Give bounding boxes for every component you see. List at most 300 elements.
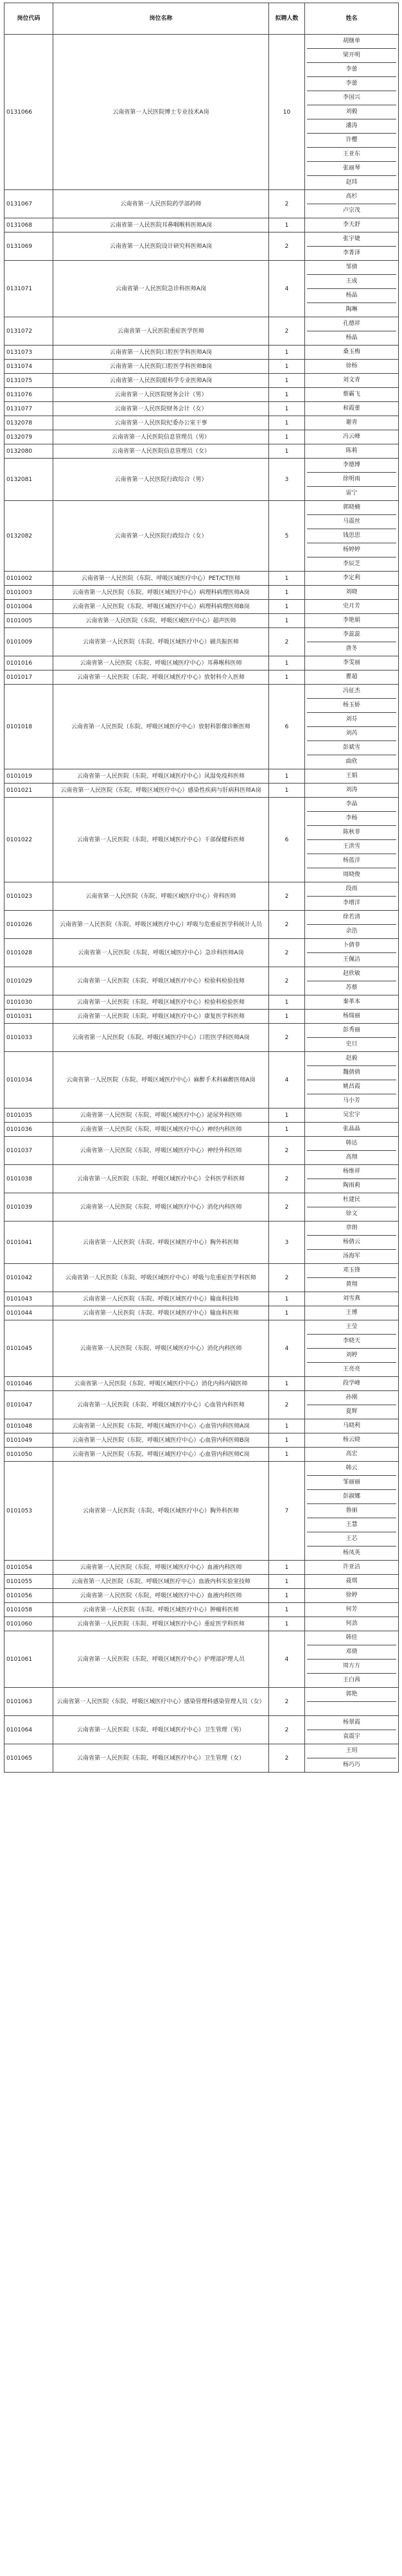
position-name: 云南省第一人民医院（东院、呼吸区域医疗中心）麻醉手术科麻醉医师A岗	[53, 1052, 269, 1108]
candidate-names	[305, 1292, 399, 1306]
table-row	[4, 784, 399, 798]
candidate-name: 杨云晓	[342, 1437, 360, 1443]
hire-count: 1	[269, 670, 305, 685]
position-code: 0101035	[4, 1108, 53, 1123]
hire-count: 2	[269, 1688, 305, 1716]
position-name: 云南省第一人民医院（东院、呼吸区域医疗中心）血液内科医师	[53, 1561, 269, 1575]
table-row	[4, 388, 399, 402]
candidate-names	[305, 1010, 399, 1024]
candidate-name: 高宏	[345, 1451, 358, 1457]
position-code: 0101056	[4, 1589, 53, 1603]
candidate-names	[305, 1631, 399, 1688]
position-name: 云南省第一人民医院信息管理员（女）	[53, 444, 269, 459]
table-row	[4, 261, 399, 317]
position-code: 0101009	[4, 628, 53, 656]
candidate-name: 姚昌霞	[307, 1080, 396, 1094]
hire-count: 1	[269, 769, 305, 784]
candidate-name: 段雨	[345, 886, 358, 892]
hire-count: 10	[269, 35, 305, 190]
hire-count: 1	[269, 1575, 305, 1589]
candidate-name: 李德博	[342, 462, 360, 468]
candidate-names	[305, 1165, 399, 1193]
hire-count: 3	[269, 1222, 305, 1264]
hire-count: 1	[269, 1419, 305, 1433]
table-row	[4, 995, 399, 1010]
table-row	[4, 600, 399, 614]
candidate-names	[305, 586, 399, 600]
table-row	[4, 685, 399, 769]
candidate-name: 王洪雪	[307, 839, 396, 854]
table-row	[4, 1137, 399, 1165]
position-name: 云南省第一人民医院（东院、呼吸区域医疗中心）检验科检验医师	[53, 995, 269, 1010]
position-name: 云南省第一人民医院（东院、呼吸区域医疗中心）磁共振医师	[53, 628, 269, 656]
candidate-name: 胡继单	[342, 38, 360, 44]
candidate-name: 卜倩菲	[342, 942, 360, 949]
table-row	[4, 1010, 399, 1024]
position-name: 云南省第一人民医院（东院、呼吸区域医疗中心）心血管内科医师A岗	[53, 1419, 269, 1433]
candidate-name: 刘芬	[307, 712, 396, 726]
table-row	[4, 882, 399, 911]
candidate-name: 谢青	[345, 419, 358, 426]
position-name: 云南省第一人民医院（东院、呼吸区域医疗中心）感染性疾病与肝病科医师A岗	[53, 784, 269, 798]
position-code: 0101044	[4, 1306, 53, 1320]
candidate-name: 韩佳	[345, 1634, 358, 1641]
candidate-name: 彭斌雪	[307, 740, 396, 755]
candidate-name: 桑玉梅	[342, 349, 360, 355]
table-row	[4, 1603, 399, 1617]
header-code: 岗位代码	[4, 3, 53, 35]
position-code: 0101039	[4, 1193, 53, 1222]
position-code: 0101058	[4, 1603, 53, 1617]
hire-count: 1	[269, 784, 305, 798]
candidate-name: 王亮亮	[307, 1362, 396, 1376]
candidate-name: 张宇婕	[342, 236, 360, 242]
candidate-name: 王佩洁	[307, 952, 396, 967]
position-name: 云南省第一人民医院（东院、呼吸区域医疗中心）重症医学科医师	[53, 1617, 269, 1631]
hire-count: 1	[269, 430, 305, 444]
candidate-name: 杜建民	[342, 1196, 360, 1203]
position-name: 云南省第一人民医院（东院、呼吸区域医疗中心）干部保健科医师	[53, 798, 269, 882]
hire-count: 1	[269, 1010, 305, 1024]
hire-count: 1	[269, 416, 305, 430]
candidate-names	[305, 1222, 399, 1264]
table-row	[4, 1462, 399, 1561]
position-code: 0132081	[4, 459, 53, 501]
candidate-name: 高翔	[307, 1150, 396, 1164]
candidate-name: 王芯	[307, 1532, 396, 1546]
candidate-name: 唐冬	[307, 642, 396, 656]
hire-count: 1	[269, 402, 305, 416]
candidate-names	[305, 1617, 399, 1631]
table-row	[4, 416, 399, 430]
position-code: 0101049	[4, 1433, 53, 1448]
candidate-names	[305, 1264, 399, 1292]
candidate-name: 陶雨莉	[307, 1178, 396, 1193]
hire-count: 1	[269, 444, 305, 459]
candidate-name: 苏蔡	[307, 981, 396, 995]
candidate-name: 余浩	[307, 924, 396, 938]
hire-count: 3	[269, 459, 305, 501]
position-name: 云南省第一人民医院设计研究科医师A岗	[53, 232, 269, 261]
candidate-name: 杨晶	[307, 288, 396, 302]
candidate-name: 彭淑娜	[307, 1489, 396, 1503]
hire-count: 1	[269, 614, 305, 628]
table-body	[4, 35, 399, 1773]
position-code: 0131076	[4, 388, 53, 402]
position-code: 0131071	[4, 261, 53, 317]
position-code: 0101033	[4, 1024, 53, 1052]
position-name: 云南省第一人民医院耳鼻咽喉科医师A岗	[53, 218, 269, 232]
candidate-name: 雷宁	[307, 486, 396, 500]
candidate-names	[305, 317, 399, 346]
position-code: 0132082	[4, 501, 53, 572]
table-row	[4, 1123, 399, 1137]
candidate-names	[305, 444, 399, 459]
position-name: 云南省第一人民医院（东院、呼吸区域医疗中心）心血管内科医师C岗	[53, 1448, 269, 1462]
hire-count: 2	[269, 1024, 305, 1052]
table-row	[4, 1448, 399, 1462]
hire-count: 1	[269, 586, 305, 600]
candidate-name: 张丽琴	[307, 161, 396, 175]
hire-count: 6	[269, 798, 305, 882]
candidate-name: 李增洋	[307, 896, 396, 910]
header-row	[4, 3, 399, 35]
candidate-name: 秦革本	[342, 999, 360, 1005]
position-code: 0101005	[4, 614, 53, 628]
candidate-names	[305, 360, 399, 374]
candidate-names	[305, 1123, 399, 1137]
table-row	[4, 1744, 399, 1773]
table-row	[4, 374, 399, 388]
table-row	[4, 967, 399, 995]
candidate-name: 卢宗茂	[307, 204, 396, 218]
candidate-name: 李菁泽	[307, 246, 396, 260]
candidate-name: 李蕾	[307, 76, 396, 91]
candidate-names	[305, 656, 399, 670]
candidate-names	[305, 261, 399, 317]
position-code: 0101023	[4, 882, 53, 911]
table-row	[4, 1222, 399, 1264]
candidate-names	[305, 784, 399, 798]
position-name: 云南省第一人民医院（东院、呼吸区域医疗中心）肿瘤科医师	[53, 1603, 269, 1617]
position-code: 0101041	[4, 1222, 53, 1264]
position-name: 云南省第一人民医院（东院、呼吸区域医疗中心）胸外科医师	[53, 1462, 269, 1561]
hire-count: 7	[269, 1462, 305, 1561]
position-code: 0131068	[4, 218, 53, 232]
hire-count: 1	[269, 1306, 305, 1320]
candidate-name: 马小芳	[307, 1094, 396, 1108]
hire-count: 2	[269, 190, 305, 218]
hire-count: 2	[269, 1264, 305, 1292]
position-name: 云南省第一人民医院（东院、呼吸区域医疗中心）骨科医师	[53, 882, 269, 911]
table-row	[4, 1108, 399, 1123]
position-name: 云南省第一人民医院眼科学专业医师A岗	[53, 374, 269, 388]
candidate-name: 袁震宇	[307, 1730, 396, 1744]
position-code: 0101042	[4, 1264, 53, 1292]
position-code: 0101018	[4, 685, 53, 769]
hire-count: 4	[269, 1631, 305, 1688]
position-code: 0101061	[4, 1631, 53, 1688]
candidate-names	[305, 1306, 399, 1320]
candidate-name: 蔡霸飞	[342, 391, 360, 398]
candidate-name: 李蕊蕊	[342, 631, 360, 638]
table-row	[4, 572, 399, 586]
hire-count: 1	[269, 600, 305, 614]
table-row	[4, 1377, 399, 1391]
candidate-names	[305, 35, 399, 190]
table-row	[4, 218, 399, 232]
table-row	[4, 501, 399, 572]
hire-count: 2	[269, 1165, 305, 1193]
position-code: 0101016	[4, 656, 53, 670]
position-name: 云南省第一人民医院（东院、呼吸区域医疗中心）心血管内科医师B岗	[53, 1433, 269, 1448]
candidate-name: 李辰芝	[307, 557, 396, 571]
hire-count: 2	[269, 1716, 305, 1744]
candidate-name: 陈秋菲	[307, 825, 396, 839]
hire-count: 4	[269, 261, 305, 317]
position-code: 0131077	[4, 402, 53, 416]
hire-count: 2	[269, 1193, 305, 1222]
hire-count: 1	[269, 346, 305, 360]
position-name: 云南省第一人民医院（东院、呼吸区域医疗中心）呼吸与危重症医学科医师	[53, 1264, 269, 1292]
candidate-name: 段学峰	[342, 1380, 360, 1387]
table-row	[4, 402, 399, 416]
position-name: 云南省第一人民医院（东院、呼吸区域医疗中心）感染管理科感染管理人员（女）	[53, 1688, 269, 1716]
position-code: 0101048	[4, 1419, 53, 1433]
hire-count: 2	[269, 939, 305, 967]
candidate-name: 杨玉娇	[307, 698, 396, 712]
position-code: 0101031	[4, 1010, 53, 1024]
candidate-name: 邓玉锋	[342, 1267, 360, 1274]
candidate-name: 杨婷婷	[307, 543, 396, 557]
candidate-name: 杨凤英	[307, 1546, 396, 1560]
candidate-name: 魏倩倩	[307, 1065, 396, 1080]
table-row	[4, 1716, 399, 1744]
candidate-name: 杨倩云	[307, 1235, 396, 1249]
table-row	[4, 798, 399, 882]
position-name: 云南省第一人民医院（东院、呼吸区域医疗中心）神经外科医师	[53, 1137, 269, 1165]
position-code: 0101060	[4, 1617, 53, 1631]
position-code: 0101054	[4, 1561, 53, 1575]
candidate-name: 冯征杰	[342, 688, 360, 694]
candidate-name: 刘毅	[307, 105, 396, 119]
candidate-name: 刘芮	[307, 726, 396, 740]
hire-count: 2	[269, 317, 305, 346]
candidate-name: 汤海军	[307, 1249, 396, 1263]
position-name: 云南省第一人民医院（东院、呼吸区域医疗中心）神经内科医师	[53, 1123, 269, 1137]
candidate-names	[305, 374, 399, 388]
candidate-names	[305, 798, 399, 882]
candidate-name: 陶琳	[307, 302, 396, 317]
header-name: 岗位名称	[53, 3, 269, 35]
candidate-name: 徐若清	[342, 914, 360, 920]
position-code: 0101030	[4, 995, 53, 1010]
position-name: 云南省第一人民医院（东院、呼吸区域医疗中心）护理部护理人员	[53, 1631, 269, 1688]
hire-count: 4	[269, 1052, 305, 1108]
candidate-names	[305, 1603, 399, 1617]
candidate-name: 杨瑞丽	[342, 1013, 360, 1019]
position-name: 云南省第一人民医院重症医学医师	[53, 317, 269, 346]
candidate-names	[305, 388, 399, 402]
candidate-name: 刘婷	[307, 1348, 396, 1362]
position-name: 云南省第一人民医院药学部药师	[53, 190, 269, 218]
table-row	[4, 360, 399, 374]
candidate-names	[305, 1688, 399, 1716]
table-row	[4, 317, 399, 346]
position-code: 0101046	[4, 1377, 53, 1391]
candidate-name: 徐杨	[345, 363, 358, 369]
table-header	[4, 3, 399, 35]
table-row	[4, 1193, 399, 1222]
hire-count: 2	[269, 967, 305, 995]
position-code: 0101038	[4, 1165, 53, 1193]
position-name: 云南省第一人民医院（东院、呼吸区域医疗中心）卫生管理（女）	[53, 1744, 269, 1773]
candidate-name: 王成	[307, 274, 396, 288]
candidate-name: 夏辉	[307, 1405, 396, 1419]
position-code: 0131073	[4, 346, 53, 360]
candidate-name: 王娟	[345, 773, 358, 779]
candidate-names	[305, 1052, 399, 1108]
candidate-name: 王博	[345, 1310, 358, 1316]
candidate-name: 李晶	[345, 801, 358, 807]
candidate-name: 周方方	[307, 1659, 396, 1673]
candidate-names	[305, 1137, 399, 1165]
table-row	[4, 1589, 399, 1603]
position-name: 云南省第一人民医院（东院、呼吸区域医疗中心）放射科影像诊断医师	[53, 685, 269, 769]
table-row	[4, 1688, 399, 1716]
candidate-name	[307, 1701, 396, 1715]
candidate-name: 李国兴	[307, 91, 396, 105]
candidate-names	[305, 882, 399, 911]
table-row	[4, 1292, 399, 1306]
position-code: 0101065	[4, 1744, 53, 1773]
candidate-names	[305, 628, 399, 656]
candidate-name: 聂琪	[345, 1578, 358, 1584]
position-code: 0101037	[4, 1137, 53, 1165]
candidate-names	[305, 1716, 399, 1744]
table-row	[4, 1264, 399, 1292]
candidate-names	[305, 430, 399, 444]
position-name: 云南省第一人民医院（东院、呼吸区域医疗中心）风湿免疫科医师	[53, 769, 269, 784]
candidate-names	[305, 685, 399, 769]
table-row	[4, 656, 399, 670]
candidate-name: 许樱	[307, 133, 396, 147]
position-code: 0101028	[4, 939, 53, 967]
table-row	[4, 1419, 399, 1433]
candidate-name: 李天舒	[342, 222, 360, 228]
candidate-name: 杨翠霞	[342, 1719, 360, 1726]
position-name: 云南省第一人民医院（东院、呼吸区域医疗中心）呼吸与危重症医学科统计人员	[53, 911, 269, 939]
candidate-name: 李杨	[307, 811, 396, 825]
hire-count: 1	[269, 1589, 305, 1603]
table-row	[4, 911, 399, 939]
candidate-name: 瞿超	[345, 674, 358, 680]
hire-count: 2	[269, 1391, 305, 1419]
position-code: 0101002	[4, 572, 53, 586]
hire-count: 1	[269, 218, 305, 232]
candidate-name: 陈莉	[345, 448, 358, 454]
candidate-names	[305, 218, 399, 232]
candidate-name: 鲁丽	[307, 1503, 396, 1518]
candidate-names	[305, 967, 399, 995]
position-name: 云南省第一人民医院（东院、呼吸区域医疗中心）血液内科实验室技师	[53, 1575, 269, 1589]
candidate-name: 许亚洁	[342, 1564, 360, 1570]
table-row	[4, 1306, 399, 1320]
table-row	[4, 1631, 399, 1688]
candidate-name: 冯云峰	[342, 434, 360, 440]
candidate-name: 徐文	[307, 1207, 396, 1221]
position-code: 0101029	[4, 967, 53, 995]
candidate-names	[305, 572, 399, 586]
table-row	[4, 430, 399, 444]
table-row	[4, 614, 399, 628]
position-code: 0131069	[4, 232, 53, 261]
table-row	[4, 939, 399, 967]
candidate-names	[305, 1462, 399, 1561]
candidate-names	[305, 1744, 399, 1773]
candidate-name: 彭秀丽	[342, 1027, 360, 1033]
candidate-name: 张晶晶	[342, 1126, 360, 1132]
candidate-name: 杨蓝洋	[307, 854, 396, 868]
candidate-name: 刘雪燕	[342, 1295, 360, 1302]
table-row	[4, 670, 399, 685]
position-name: 云南省第一人民医院（东院、呼吸区域医疗中心）心血管内科医师	[53, 1391, 269, 1419]
table-row	[4, 1165, 399, 1193]
position-code: 0101026	[4, 911, 53, 939]
candidate-name: 李蕾	[307, 62, 396, 76]
position-code: 0101034	[4, 1052, 53, 1108]
candidate-names	[305, 346, 399, 360]
appointment-roster-table	[4, 3, 399, 1773]
position-name: 云南省第一人民医院（东院、呼吸区域医疗中心）耳鼻喉科医师	[53, 656, 269, 670]
candidate-name: 王白茜	[307, 1673, 396, 1687]
candidate-name: 周晓俊	[307, 868, 396, 882]
candidate-name: 韩云	[345, 1465, 358, 1471]
candidate-name: 和霞蕾	[342, 405, 360, 412]
position-name: 云南省第一人民医院口腔医学科医师B岗	[53, 360, 269, 374]
candidate-name: 马震丝	[307, 514, 396, 529]
position-name: 云南省第一人民医院（东院、呼吸区域医疗中心）口腔医学科医师A岗	[53, 1024, 269, 1052]
table-row	[4, 1433, 399, 1448]
candidate-names	[305, 416, 399, 430]
candidate-names	[305, 402, 399, 416]
candidate-names	[305, 939, 399, 967]
candidate-names	[305, 614, 399, 628]
hire-count: 1	[269, 1617, 305, 1631]
candidate-names	[305, 501, 399, 572]
position-name: 云南省第一人民医院（东院、呼吸区域医疗中心）检验科检验技师	[53, 967, 269, 995]
position-code: 0101019	[4, 769, 53, 784]
candidate-name: 邹丽丽	[307, 1475, 396, 1489]
table-row	[4, 1320, 399, 1377]
candidate-name: 李晓天	[307, 1334, 396, 1348]
position-code: 0131074	[4, 360, 53, 374]
header-person: 姓名	[305, 3, 399, 35]
position-code: 0101003	[4, 586, 53, 600]
candidate-names	[305, 600, 399, 614]
position-name: 云南省第一人民医院（东院、呼吸区域医疗中心）消化内科医师	[53, 1320, 269, 1377]
candidate-name: 何芳	[345, 1606, 358, 1613]
candidate-names	[305, 1391, 399, 1419]
candidate-names	[305, 995, 399, 1010]
table-row	[4, 1391, 399, 1419]
candidate-name: 杨晶	[307, 331, 396, 345]
position-name: 云南省第一人民医院急诊科医师A岗	[53, 261, 269, 317]
position-name: 云南省第一人民医院财务会计（男）	[53, 388, 269, 402]
position-code: 0101053	[4, 1462, 53, 1561]
candidate-names	[305, 1024, 399, 1052]
position-code: 0131072	[4, 317, 53, 346]
